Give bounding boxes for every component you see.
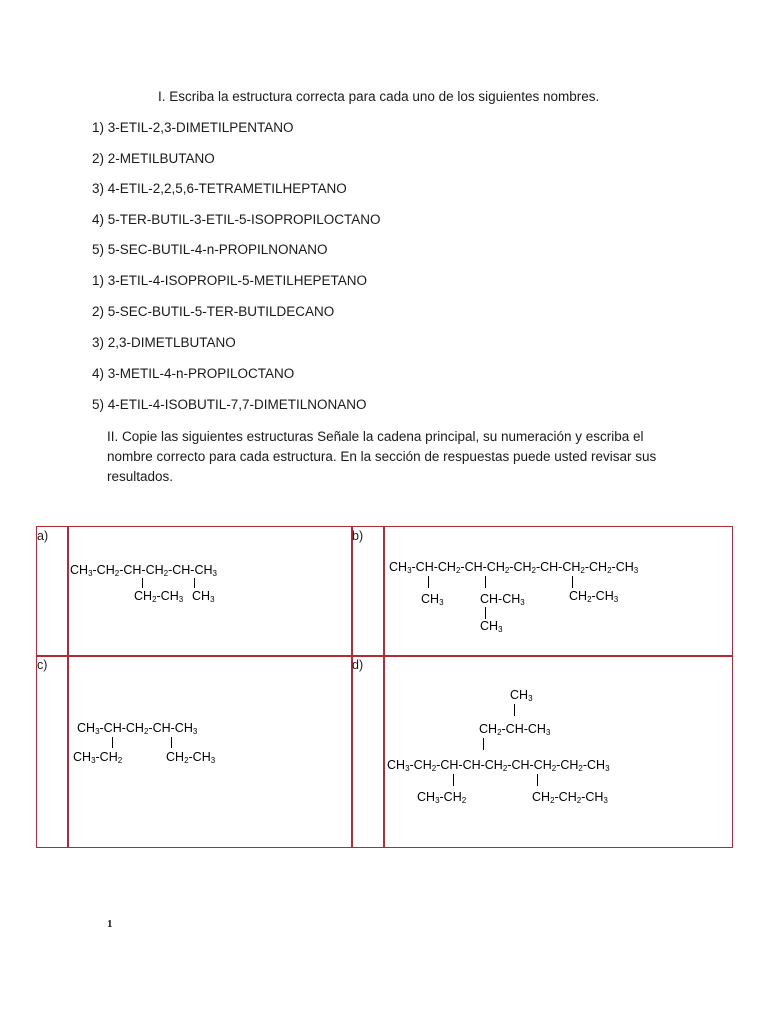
- label-cell-a: [36, 526, 69, 657]
- label-cell-b: [351, 526, 385, 657]
- name-item: 1) 3-ETIL-4-ISOPROPIL-5-METILHEPETANO: [92, 273, 368, 288]
- section-intro: II. Copie las siguientes estructuras Señale la cadena principal, su numeración y escriba el nombre correcto para cada estructura. En la sección de respuestas puede usted revisar sus resultados.: [107, 429, 657, 484]
- structure-cell-d: [383, 655, 733, 848]
- name-item: 4) 5-TER-BUTIL-3-ETIL-5-ISOPROPILOCTANO: [92, 212, 381, 227]
- name-item: 2) 2-METILBUTANO: [92, 151, 215, 166]
- section-heading: I. Escriba la estructura correcta para cada uno de los siguientes nombres.: [158, 89, 600, 104]
- page-number: 1: [107, 918, 113, 930]
- label-cell-d: [351, 655, 385, 848]
- label-b: b): [352, 529, 364, 543]
- name-item: 3) 4-ETIL-2,2,5,6-TETRAMETILHEPTANO: [92, 181, 347, 196]
- name-item: 5) 4-ETIL-4-ISOBUTIL-7,7-DIMETILNONANO: [92, 397, 367, 412]
- name-item: 2) 5-SEC-BUTIL-5-TER-BUTILDECANO: [92, 304, 335, 319]
- label-a: a): [37, 529, 49, 543]
- label-d: d): [352, 658, 364, 672]
- name-item: 5) 5-SEC-BUTIL-4-n-PROPILNONANO: [92, 242, 328, 257]
- label-cell-c: [36, 655, 69, 848]
- name-item: 1) 3-ETIL-2,3-DIMETILPENTANO: [92, 120, 294, 135]
- label-c: c): [37, 658, 48, 672]
- name-item: 3) 2,3-DIMETLBUTANO: [92, 335, 236, 350]
- name-item: 4) 3-METIL-4-n-PROPILOCTANO: [92, 366, 295, 381]
